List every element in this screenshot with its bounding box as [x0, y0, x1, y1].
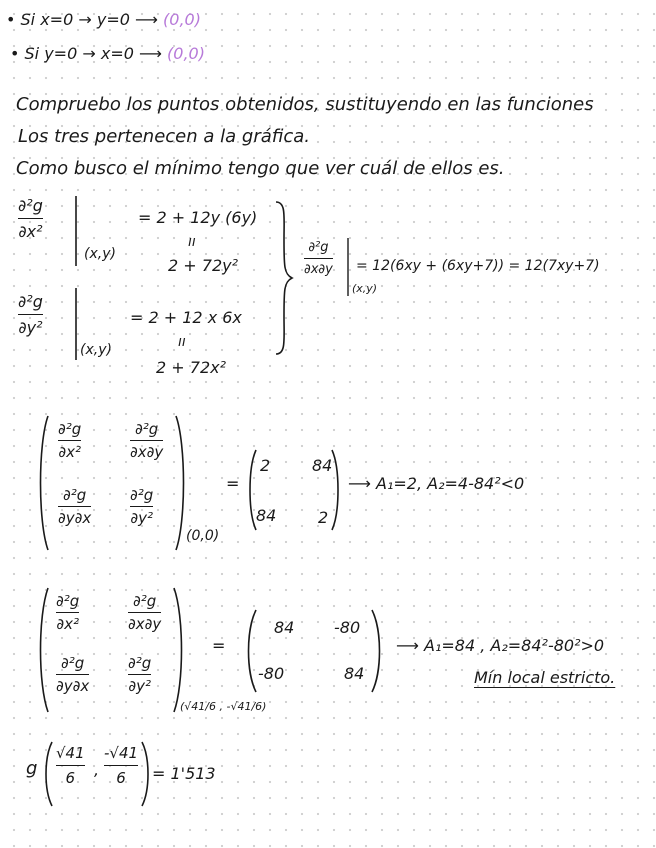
hess2-val-22: 84	[344, 664, 365, 683]
final-d1: 6	[65, 769, 76, 787]
hess2-eq: =	[212, 636, 226, 655]
eval-bar	[346, 238, 350, 296]
hess2-val-left-paren	[244, 608, 258, 694]
hess1-val-11: 2	[260, 456, 271, 475]
d2g-dx2-at: (x,y)	[84, 246, 116, 262]
hess1-val-22: 2	[318, 508, 329, 527]
case-x-zero-point: (0,0)	[163, 10, 201, 29]
hess2-cell-22: ∂²g ∂y²	[128, 654, 152, 695]
hess1-cell-22: ∂²g ∂y²	[130, 486, 154, 527]
case-y-zero	[10, 44, 205, 63]
hess2-at: (√41/6 , -√41/6)	[180, 700, 267, 713]
conclusion-text: Mín local estricto.	[474, 668, 616, 687]
hess2-cell-21: ∂²g ∂y∂x	[56, 654, 90, 695]
d2g-dy2-fraction	[18, 292, 43, 337]
case-y-zero-point: (0,0)	[167, 44, 205, 63]
final-frac-1	[56, 744, 85, 787]
hess1-val-right-paren	[330, 448, 342, 532]
final-n2: -√41	[104, 744, 139, 762]
hess2-val-11: 84	[274, 618, 295, 637]
d2g-dx2-expr: = 2 + 12y (6y)	[138, 208, 258, 227]
d2g-dy2-result: 2 + 72x²	[156, 358, 226, 377]
d2g-dx2-fraction	[18, 196, 43, 241]
eval-bar	[74, 196, 78, 266]
final-d2: 6	[116, 769, 126, 787]
final-left-paren	[42, 740, 54, 808]
hess1-at: (0,0)	[186, 528, 220, 544]
hess1-cell-12: ∂²g ∂x∂y	[130, 420, 164, 461]
d2g-dy2-num: ∂²g	[18, 292, 43, 311]
hess2-cell-12: ∂²g ∂x∂y	[128, 592, 162, 633]
eval-bar	[74, 288, 78, 360]
para-line-2: Los tres pertenecen a la gráfica.	[18, 126, 311, 147]
final-right-paren	[140, 740, 152, 808]
d2g-dx2-den: ∂x²	[18, 222, 43, 241]
d2g-dy2-den: ∂y²	[18, 318, 43, 337]
hess1-result: ⟶ A₁=2, A₂=4-84²<0	[348, 474, 525, 493]
d2g-dy2-at: (x,y)	[80, 342, 112, 358]
d2g-dx2-eq: ıı	[188, 234, 196, 250]
final-value: = 1'513	[152, 764, 216, 783]
hess2-val-12: -80	[334, 618, 361, 637]
curly-brace	[272, 200, 294, 356]
hess1-eq: =	[226, 474, 240, 493]
hess2-left-paren	[36, 586, 50, 714]
d2g-dxdy-at: (x,y)	[352, 282, 378, 295]
hess2-val-right-paren	[370, 608, 384, 694]
hess1-val-12: 84	[312, 456, 333, 475]
case-x-zero	[6, 10, 201, 29]
case-y-zero-text: • Si y=0 → x=0 ⟶	[10, 44, 162, 63]
hess2-result: ⟶ A₁=84 , A₂=84²-80²>0	[396, 636, 605, 655]
d2g-dy2-eq: ıı	[178, 334, 186, 350]
d2g-dy2-expr: = 2 + 12 x 6x	[130, 308, 242, 327]
hess2-cell-11: ∂²g ∂x²	[56, 592, 80, 633]
para-line-1: Compruebo los puntos obtenidos, sustituyendo en las funciones	[16, 94, 594, 115]
d2g-dxdy-num: ∂²g	[308, 240, 329, 255]
d2g-dx2-num: ∂²g	[18, 196, 43, 215]
d2g-dx2-result: 2 + 72y²	[168, 256, 238, 275]
hess1-cell-11: ∂²g ∂x²	[58, 420, 82, 461]
para-line-3: Como busco el mínimo tengo que ver cuál de ellos es.	[16, 158, 505, 179]
hess1-cell-21: ∂²g ∂y∂x	[58, 486, 92, 527]
d2g-dxdy-fraction	[304, 240, 333, 277]
hess1-val-21: 84	[256, 506, 277, 525]
final-frac-2	[104, 744, 138, 787]
d2g-dxdy-expr: = 12(6xy + (6xy+7)) = 12(7xy+7)	[356, 258, 600, 274]
final-func: g	[26, 758, 38, 779]
final-comma: ,	[94, 760, 100, 779]
hess2-val-21: -80	[258, 664, 285, 683]
hess1-left-paren	[36, 414, 50, 552]
hess2-right-paren	[172, 586, 186, 714]
d2g-dxdy-den: ∂x∂y	[304, 262, 333, 277]
final-n1: √41	[56, 744, 85, 762]
case-x-zero-text: • Si x=0 → y=0 ⟶	[6, 10, 158, 29]
